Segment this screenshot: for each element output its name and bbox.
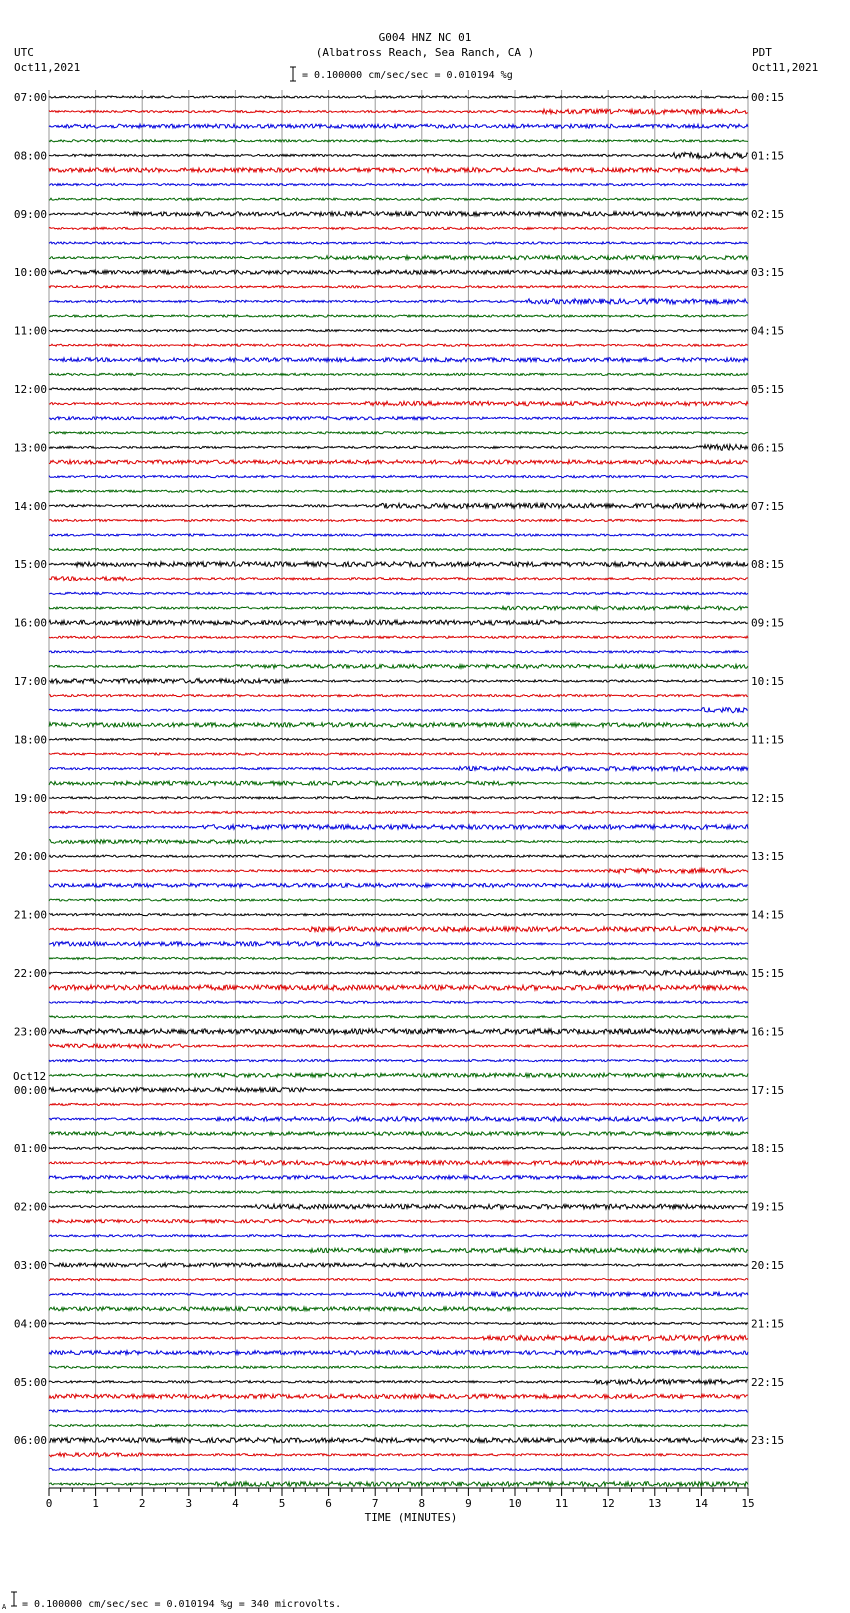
trace-19	[49, 373, 748, 375]
x-tick-label: 2	[138, 1497, 146, 1510]
trace-53	[49, 868, 748, 873]
trace-8	[49, 212, 748, 216]
trace-63	[49, 1016, 748, 1018]
trace-87	[49, 1366, 748, 1368]
pdt-hour-label: 20:15	[751, 1259, 785, 1272]
x-tick-label: 6	[325, 1497, 332, 1510]
trace-80	[49, 1263, 748, 1267]
trace-49	[49, 811, 748, 813]
trace-18	[49, 358, 748, 362]
trace-39	[49, 664, 748, 668]
utc-hour-label: 04:00	[13, 1317, 47, 1331]
trace-67	[49, 1073, 748, 1077]
trace-57	[49, 927, 748, 932]
trace-37	[49, 636, 748, 638]
trace-70	[49, 1117, 748, 1121]
utc-hour-label: 20:00	[13, 850, 47, 864]
utc-hour-label: 16:00	[13, 616, 47, 630]
scale-text: = 0.100000 cm/sec/sec = 0.010194 %g	[302, 70, 513, 81]
trace-27	[49, 490, 748, 492]
x-tick-label: 0	[45, 1497, 53, 1510]
trace-85	[49, 1335, 748, 1340]
trace-95	[49, 1482, 748, 1487]
trace-22	[49, 417, 748, 420]
trace-30	[49, 534, 748, 536]
trace-79	[49, 1248, 748, 1252]
trace-31	[49, 549, 748, 551]
trace-9	[49, 227, 748, 229]
x-tick-label: 8	[418, 1497, 426, 1510]
pdt-hour-label: 03:15	[751, 266, 785, 280]
pdt-hour-label: 06:15	[751, 441, 785, 455]
utc-hour-label: 02:00	[13, 1200, 47, 1214]
trace-16	[49, 330, 748, 332]
trace-2	[49, 124, 748, 128]
pdt-hour-label: 08:15	[751, 558, 785, 572]
x-tick-label: 3	[185, 1497, 193, 1510]
utc-hour-label: 21:00	[13, 908, 47, 922]
pdt-hour-label: 04:15	[751, 324, 785, 338]
pdt-hour-label: 10:15	[751, 675, 785, 688]
pdt-hour-label: 15:15	[751, 967, 785, 980]
trace-42	[49, 708, 748, 713]
trace-36	[49, 620, 748, 625]
trace-24	[49, 445, 748, 451]
trace-64	[49, 1029, 748, 1034]
date-change-label: Oct12	[13, 1069, 47, 1083]
x-tick-label: 10	[508, 1497, 522, 1510]
station-location: (Albatross Reach, Sea Ranch, CA )	[315, 46, 535, 59]
trace-12	[49, 270, 748, 274]
trace-94	[49, 1468, 748, 1470]
utc-hour-label: 11:00	[13, 324, 47, 338]
trace-6	[49, 184, 748, 186]
trace-83	[49, 1307, 748, 1311]
utc-hour-label: 18:00	[13, 733, 47, 747]
utc-hour-label: 22:00	[13, 967, 47, 980]
trace-56	[49, 914, 748, 916]
trace-41	[49, 695, 748, 697]
trace-60	[49, 971, 748, 976]
trace-20	[49, 388, 748, 390]
x-tick-label: 12	[601, 1497, 615, 1510]
pdt-hour-label: 21:15	[751, 1317, 785, 1331]
trace-74	[49, 1176, 748, 1180]
trace-7	[49, 198, 748, 200]
trace-54	[49, 883, 748, 887]
utc-hour-label: 23:00	[13, 1025, 47, 1039]
trace-15	[49, 315, 748, 317]
trace-66	[49, 1060, 748, 1062]
trace-43	[49, 723, 748, 727]
trace-55	[49, 899, 748, 901]
trace-38	[49, 651, 748, 653]
trace-14	[49, 299, 748, 304]
trace-75	[49, 1191, 748, 1193]
trace-40	[49, 679, 748, 684]
trace-82	[49, 1292, 748, 1296]
trace-23	[49, 432, 748, 434]
trace-4	[49, 152, 748, 158]
utc-hour-label: 19:00	[13, 791, 47, 805]
pdt-hour-label: 14:15	[751, 908, 785, 922]
trace-33	[49, 577, 748, 581]
scale-bar-icon	[290, 67, 296, 81]
trace-77	[49, 1220, 748, 1223]
pdt-hour-label: 00:15	[751, 91, 785, 104]
trace-32	[49, 562, 748, 567]
pdt-hour-label: 09:15	[751, 616, 785, 630]
pdt-hour-label: 17:15	[751, 1083, 785, 1097]
trace-35	[49, 606, 748, 610]
trace-51	[49, 840, 748, 844]
footer-scale-bar-icon	[11, 1592, 17, 1606]
pdt-hour-label: 05:15	[751, 383, 785, 396]
trace-13	[49, 286, 748, 288]
trace-72	[49, 1147, 748, 1149]
trace-25	[49, 460, 748, 464]
utc-hour-label: 03:00	[13, 1259, 47, 1272]
x-tick-label: 15	[741, 1497, 755, 1510]
station-title: G004 HNZ NC 01	[378, 31, 472, 44]
trace-61	[49, 985, 748, 990]
trace-10	[49, 242, 748, 244]
footer-scale-text: = 0.100000 cm/sec/sec = 0.010194 %g = 340 microvolts.	[22, 1599, 342, 1610]
pdt-hour-label: 07:15	[751, 499, 785, 513]
time-axis	[46, 1488, 755, 1510]
seismic-traces	[49, 96, 748, 1487]
trace-5	[49, 168, 748, 172]
trace-88	[49, 1379, 748, 1384]
trace-52	[49, 855, 748, 857]
trace-46	[49, 766, 748, 770]
pdt-hour-label: 22:15	[751, 1375, 785, 1389]
x-tick-label: 11	[554, 1497, 569, 1510]
right-date: Oct11,2021	[752, 61, 819, 74]
right-time-zone: PDT	[752, 46, 772, 59]
x-tick-label: 9	[465, 1497, 472, 1510]
trace-50	[49, 825, 748, 830]
trace-69	[49, 1103, 748, 1105]
trace-48	[49, 797, 748, 799]
trace-58	[49, 942, 748, 946]
trace-68	[49, 1088, 748, 1092]
left-date: Oct11,2021	[14, 61, 81, 74]
utc-hour-label: 12:00	[13, 383, 47, 396]
pdt-hour-label: 18:15	[751, 1142, 785, 1156]
trace-76	[49, 1204, 748, 1209]
trace-92	[49, 1438, 748, 1443]
pdt-hour-label: 11:15	[751, 733, 785, 747]
trace-29	[49, 519, 748, 521]
trace-90	[49, 1410, 748, 1412]
trace-81	[49, 1279, 748, 1281]
utc-hour-label: 15:00	[13, 558, 47, 572]
footer-marker: A	[2, 1603, 7, 1611]
utc-hour-label: 09:00	[13, 207, 47, 221]
trace-28	[49, 503, 748, 508]
pdt-hour-label: 02:15	[751, 207, 785, 221]
trace-21	[49, 401, 748, 405]
pdt-hour-label: 12:15	[751, 791, 785, 805]
utc-hour-label: 08:00	[13, 149, 47, 163]
left-time-zone: UTC	[14, 46, 34, 59]
x-tick-label: 13	[648, 1497, 662, 1510]
utc-hour-label: 10:00	[13, 266, 47, 280]
utc-hour-label: 06:00	[13, 1434, 47, 1448]
pdt-hour-label: 13:15	[751, 850, 785, 864]
trace-86	[49, 1351, 748, 1355]
trace-65	[49, 1044, 748, 1048]
trace-0	[49, 96, 748, 98]
pdt-hour-label: 23:15	[751, 1434, 785, 1448]
x-tick-label: 1	[92, 1497, 99, 1510]
trace-11	[49, 256, 748, 260]
utc-hour-label: 05:00	[13, 1375, 47, 1389]
trace-93	[49, 1453, 748, 1457]
trace-91	[49, 1425, 748, 1427]
utc-hour-label: 13:00	[13, 441, 47, 455]
pdt-hour-label: 19:15	[751, 1200, 785, 1214]
trace-73	[49, 1161, 748, 1165]
utc-hour-label: 00:00	[13, 1083, 47, 1097]
pdt-hour-label: 16:15	[751, 1025, 785, 1039]
pdt-hour-label: 01:15	[751, 149, 785, 163]
x-axis-title-text: TIME (MINUTES)	[364, 1511, 458, 1524]
x-tick-label: 4	[232, 1497, 239, 1510]
trace-47	[49, 781, 748, 785]
trace-62	[49, 1001, 748, 1003]
trace-89	[49, 1394, 748, 1398]
trace-34	[49, 592, 748, 594]
x-tick-label: 14	[694, 1497, 709, 1510]
x-axis-title	[0, 1512, 850, 1524]
utc-hour-label: 07:00	[13, 91, 47, 104]
utc-hour-label: 17:00	[13, 675, 47, 688]
trace-44	[49, 738, 748, 740]
utc-hour-label: 14:00	[13, 499, 47, 513]
trace-26	[49, 476, 748, 478]
trace-17	[49, 344, 748, 346]
hour-labels	[13, 91, 784, 1447]
trace-84	[49, 1322, 748, 1324]
trace-45	[49, 753, 748, 755]
trace-1	[49, 109, 748, 114]
x-tick-label: 5	[278, 1497, 286, 1510]
trace-71	[49, 1132, 748, 1136]
trace-3	[49, 140, 748, 142]
utc-hour-label: 01:00	[13, 1142, 47, 1156]
trace-78	[49, 1235, 748, 1237]
trace-59	[49, 957, 748, 959]
x-tick-label: 7	[371, 1497, 379, 1510]
